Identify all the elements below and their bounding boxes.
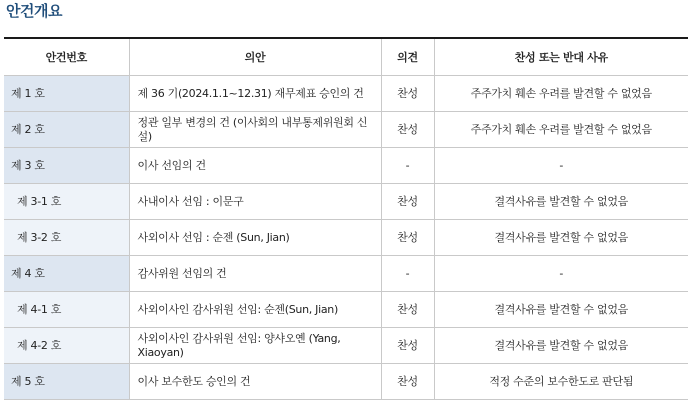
- table-header-row: [4, 38, 688, 76]
- agenda-number-cell: 제 4 호: [4, 256, 129, 292]
- opinion-cell: 찬성: [381, 76, 434, 112]
- agenda-number-cell: 제 3-1 호: [4, 184, 129, 220]
- agenda-number-cell: 제 3 호: [4, 148, 129, 184]
- agenda-number-cell: 제 4-1 호: [4, 292, 129, 328]
- agenda-number-cell: 제 5 호: [4, 364, 129, 400]
- header-agenda-item: 의안: [129, 38, 381, 76]
- opinion-cell: 찬성: [381, 220, 434, 256]
- agenda-number-cell: 제 2 호: [4, 112, 129, 148]
- table-row: [4, 328, 688, 364]
- reason-cell: -: [434, 256, 688, 292]
- agenda-item-cell: 감사위원 선임의 건: [129, 256, 381, 292]
- agenda-item-cell: 제 36 기(2024.1.1~12.31) 재무제표 승인의 건: [129, 76, 381, 112]
- agenda-item-cell: 이사 선임의 건: [129, 148, 381, 184]
- opinion-cell: 찬성: [381, 112, 434, 148]
- table-row: [4, 148, 688, 184]
- agenda-table: [4, 37, 688, 400]
- reason-cell: 결격사유를 발견할 수 없었음: [434, 220, 688, 256]
- agenda-item-cell: 사외이사 선임 : 순젠 (Sun, Jian): [129, 220, 381, 256]
- header-agenda-number: 안건번호: [4, 38, 129, 76]
- table-row: [4, 184, 688, 220]
- opinion-cell: -: [381, 148, 434, 184]
- table-row: [4, 220, 688, 256]
- reason-cell: 결격사유를 발견할 수 없었음: [434, 328, 688, 364]
- opinion-cell: 찬성: [381, 364, 434, 400]
- reason-cell: 주주가치 훼손 우려를 발견할 수 없었음: [434, 76, 688, 112]
- agenda-item-cell: 사외이사인 감사위원 선임: 양샤오옌 (Yang, Xiaoyan): [129, 328, 381, 364]
- table-row: [4, 256, 688, 292]
- reason-cell: 결격사유를 발견할 수 없었음: [434, 292, 688, 328]
- agenda-item-cell: 사외이사인 감사위원 선임: 순젠(Sun, Jian): [129, 292, 381, 328]
- section-title: 안건개요: [6, 2, 62, 20]
- reason-cell: 주주가치 훼손 우려를 발견할 수 없었음: [434, 112, 688, 148]
- reason-cell: 적정 수준의 보수한도로 판단됨: [434, 364, 688, 400]
- reason-cell: 결격사유를 발견할 수 없었음: [434, 184, 688, 220]
- agenda-number-cell: 제 1 호: [4, 76, 129, 112]
- header-reason: 찬성 또는 반대 사유: [434, 38, 688, 76]
- agenda-item-cell: 정관 일부 변경의 건 (이사회의 내부통제위원회 신설): [129, 112, 381, 148]
- agenda-number-cell: 제 3-2 호: [4, 220, 129, 256]
- table-row: [4, 76, 688, 112]
- agenda-item-cell: 사내이사 선임 : 이문구: [129, 184, 381, 220]
- reason-cell: -: [434, 148, 688, 184]
- table-row: [4, 292, 688, 328]
- table-row: [4, 112, 688, 148]
- opinion-cell: 찬성: [381, 328, 434, 364]
- header-opinion: 의견: [381, 38, 434, 76]
- opinion-cell: 찬성: [381, 292, 434, 328]
- table-row: [4, 364, 688, 400]
- opinion-cell: 찬성: [381, 184, 434, 220]
- agenda-item-cell: 이사 보수한도 승인의 건: [129, 364, 381, 400]
- opinion-cell: -: [381, 256, 434, 292]
- agenda-number-cell: 제 4-2 호: [4, 328, 129, 364]
